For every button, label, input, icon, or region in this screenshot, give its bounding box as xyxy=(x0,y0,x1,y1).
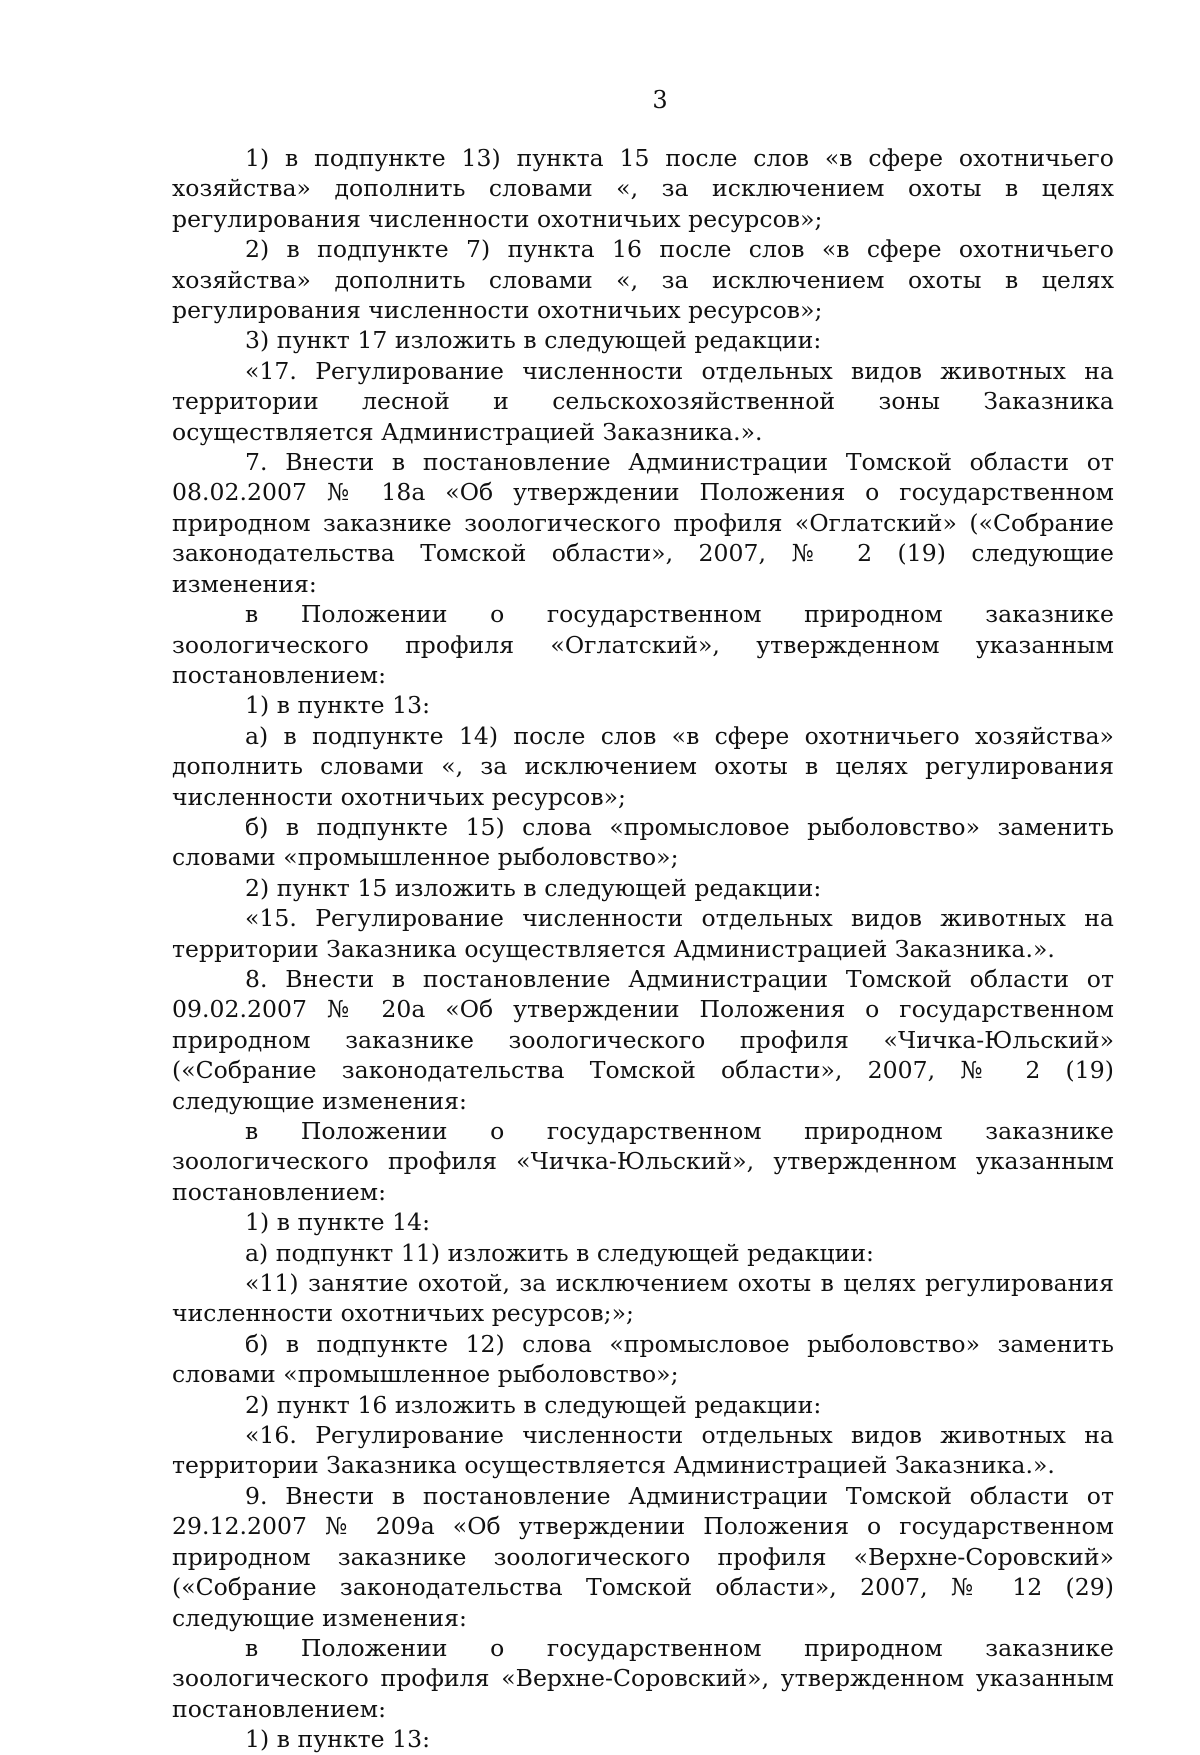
paragraph: 1) в пункте 13: xyxy=(245,691,431,720)
paragraph: 2) в подпункте 7) пункта 16 после слов «в сфере охотничьего хозяйства» дополнить словами «, за исключением охоты в целях регулирования численности охотничьих ресурсов»; xyxy=(172,235,1114,325)
paragraph: 2) пункт 15 изложить в следующей редакции: xyxy=(245,873,822,902)
paragraph: «15. Регулирование численности отдельных видов животных на территории Заказника осуществляется Администрацией Заказника.». xyxy=(172,904,1114,963)
page-number: 3 xyxy=(652,86,668,114)
paragraph: 1) в пункте 13: xyxy=(245,1725,431,1754)
document-body xyxy=(172,143,1114,1755)
paragraph: 9. Внести в постановление Администрации Томской области от 29.12.2007 № 209а «Об утверждении Положения о государственном природном заказнике зоологического профиля «Верхне-Соровский» («Собрание законодательства Томской области», 2007, № 12 (29) следующие изменения: xyxy=(172,1481,1114,1632)
paragraph: б) в подпункте 12) слова «промысловое рыболовство» заменить словами «промышленное рыболовство»; xyxy=(172,1329,1114,1389)
paragraph: а) подпункт 11) изложить в следующей редакции: xyxy=(245,1238,874,1267)
paragraph: «16. Регулирование численности отдельных видов животных на территории Заказника осуществляется Администрацией Заказника.». xyxy=(172,1421,1114,1480)
paragraph: б) в подпункте 15) слова «промысловое рыболовство» заменить словами «промышленное рыболовство»; xyxy=(172,812,1114,872)
paragraph: «17. Регулирование численности отдельных видов животных на территории лесной и сельскохозяйственной зоны Заказника осуществляется Администрацией Заказника.». xyxy=(172,356,1114,446)
paragraph: 1) в подпункте 13) пункта 15 после слов «в сфере охотничьего хозяйства» дополнить словами «, за исключением охоты в целях регулирования численности охотничьих ресурсов»; xyxy=(172,144,1114,233)
paragraph: 1) в пункте 14: xyxy=(245,1208,431,1237)
paragraph: в Положении о государственном природном заказнике зоологического профиля «Оглатский», утвержденном указанным постановлением: xyxy=(172,600,1114,689)
paragraph: 3) пункт 17 изложить в следующей редакции: xyxy=(245,326,822,355)
paragraph: «11) занятие охотой, за исключением охоты в целях регулирования численности охотничьих ресурсов;»; xyxy=(172,1269,1114,1328)
paragraph: а) в подпункте 14) после слов «в сфере охотничьего хозяйства» дополнить словами «, за исключением охоты в целях регулирования численности охотничьих ресурсов»; xyxy=(172,721,1114,811)
paragraph: 8. Внести в постановление Администрации Томской области от 09.02.2007 № 20а «Об утверждении Положения о государственном природном заказнике зоологического профиля «Чичка-Юльский» («Собрание законодательства Томской области», 2007, № 2 (19) следующие изменения: xyxy=(172,964,1114,1115)
paragraph: в Положении о государственном природном заказнике зоологического профиля «Верхне-Соровский», утвержденном указанным постановлением: xyxy=(172,1633,1114,1723)
paragraph: 7. Внести в постановление Администрации Томской области от 08.02.2007 № 18а «Об утверждении Положения о государственном природном заказнике зоологического профиля «Оглатский» («Собрание законодательства Томской области», 2007, № 2 (19) следующие изменения: xyxy=(172,448,1114,598)
paragraph: 2) пункт 16 изложить в следующей редакции: xyxy=(245,1390,822,1419)
paragraph: в Положении о государственном природном заказнике зоологического профиля «Чичка-Юльский», утвержденном указанным постановлением: xyxy=(172,1117,1114,1206)
